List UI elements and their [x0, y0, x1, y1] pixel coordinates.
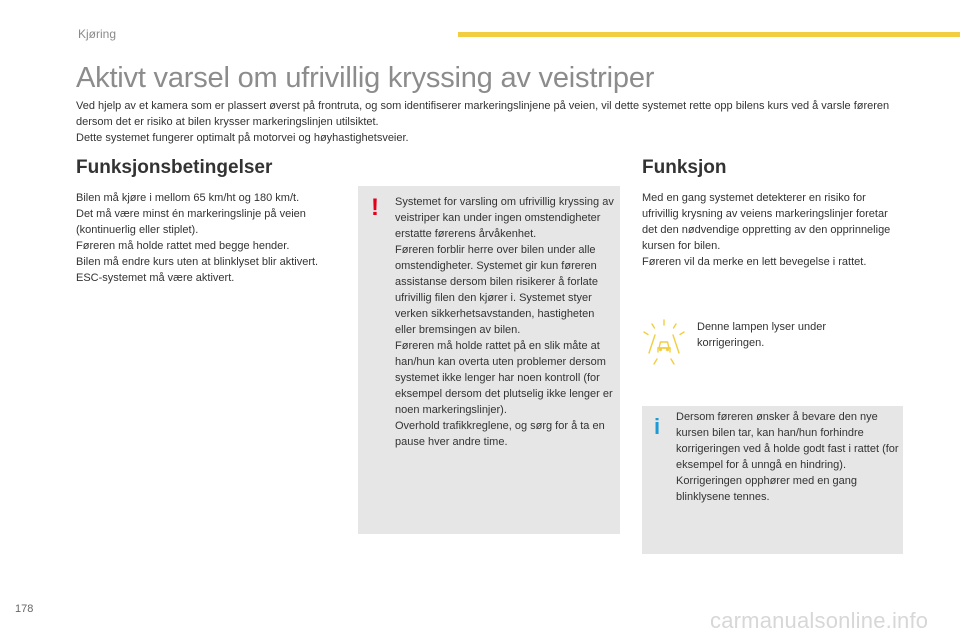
section-label: Kjøring — [78, 27, 117, 41]
warning-paragraph: Overhold trafikkreglene, og sørg for å ta en pause hver andre time. — [395, 420, 605, 448]
function-paragraph: Med en gang systemet detekterer en risiko for ufrivillig krysning av veiens markeringslinjer foretar det den nødvendige oppretting av den opprinnelige kursen for bilen. — [642, 192, 891, 252]
lamp-description: Denne lampen lyser under korrigeringen. — [697, 321, 827, 349]
info-box — [642, 406, 903, 554]
condition-line: Det må være minst én markeringslinje på veien (kontinuerlig eller stiplet). — [76, 208, 306, 236]
section-heading-conditions: Funksjonsbetingelser — [76, 157, 273, 178]
header-accent-bar — [458, 32, 960, 37]
condition-line: ESC-systemet må være aktivert. — [76, 272, 235, 284]
page-number: 178 — [15, 603, 34, 615]
condition-line: Bilen må endre kurs uten at blinklyset blir aktivert. — [76, 256, 319, 268]
intro-paragraph: Ved hjelp av et kamera som er plassert øverst på frontruta, og som identifiserer markeringslinjene på veien, vil dette systemet rette opp bilens kurs ved å varsle føreren dersom det er risiko at bilen krysser markeringslinjen utilsiktet. — [76, 100, 890, 128]
info-icon: i — [653, 414, 661, 439]
warning-paragraph: Føreren må holde rattet på en slik måte at han/hun kan overta uten problemer dersom systemet ikke lenger har noen kontroll (for eksempel dersom det plutselig ikke lenger er noen markeringslinjer). — [395, 340, 613, 416]
info-paragraph: Korrigeringen opphører med en gang blinklysene tennes. — [676, 475, 858, 503]
warning-paragraph: Systemet for varsling om ufrivillig kryssing av veistriper kan under ingen omstendigheter erstatte førerens årvåkenhet. — [395, 196, 614, 240]
warning-box — [358, 186, 620, 534]
function-text — [642, 190, 904, 270]
intro-text — [76, 98, 906, 146]
warning-paragraph: Føreren forblir herre over bilen under alle omstendigheter. Systemet gir kun føreren assistanse dersom bilen risikerer å forlate ufrivillig filen den kjører i. Systemet styer verken sikkerhetsavstanden, hastigheten eller bremsingen av bilen. — [395, 244, 598, 336]
intro-paragraph: Dette systemet fungerer optimalt på motorvei og høyhastighetsveier. — [76, 132, 409, 144]
page-title: Aktivt varsel om ufrivillig kryssing av veistriper — [76, 62, 655, 94]
condition-line: Bilen må kjøre i mellom 65 km/ht og 180 km/t. — [76, 192, 300, 204]
conditions-text — [76, 190, 346, 286]
lane-assist-lamp-icon — [640, 318, 688, 366]
watermark: carmanualsonline.info — [710, 608, 929, 633]
warning-icon: ! — [371, 194, 379, 221]
info-paragraph: Dersom føreren ønsker å bevare den nye kursen bilen tar, kan han/hun forhindre korrigeringen ved å holde godt fast i rattet (for eksempel for å unngå en hindring). — [676, 411, 899, 471]
condition-line: Føreren må holde rattet med begge hender. — [76, 240, 290, 252]
info-text — [676, 409, 900, 505]
function-paragraph: Føreren vil da merke en lett bevegelse i rattet. — [642, 256, 867, 268]
warning-text — [395, 194, 615, 450]
lane-assist-lamp-icon — [640, 318, 688, 366]
section-heading-function: Funksjon — [642, 157, 727, 178]
